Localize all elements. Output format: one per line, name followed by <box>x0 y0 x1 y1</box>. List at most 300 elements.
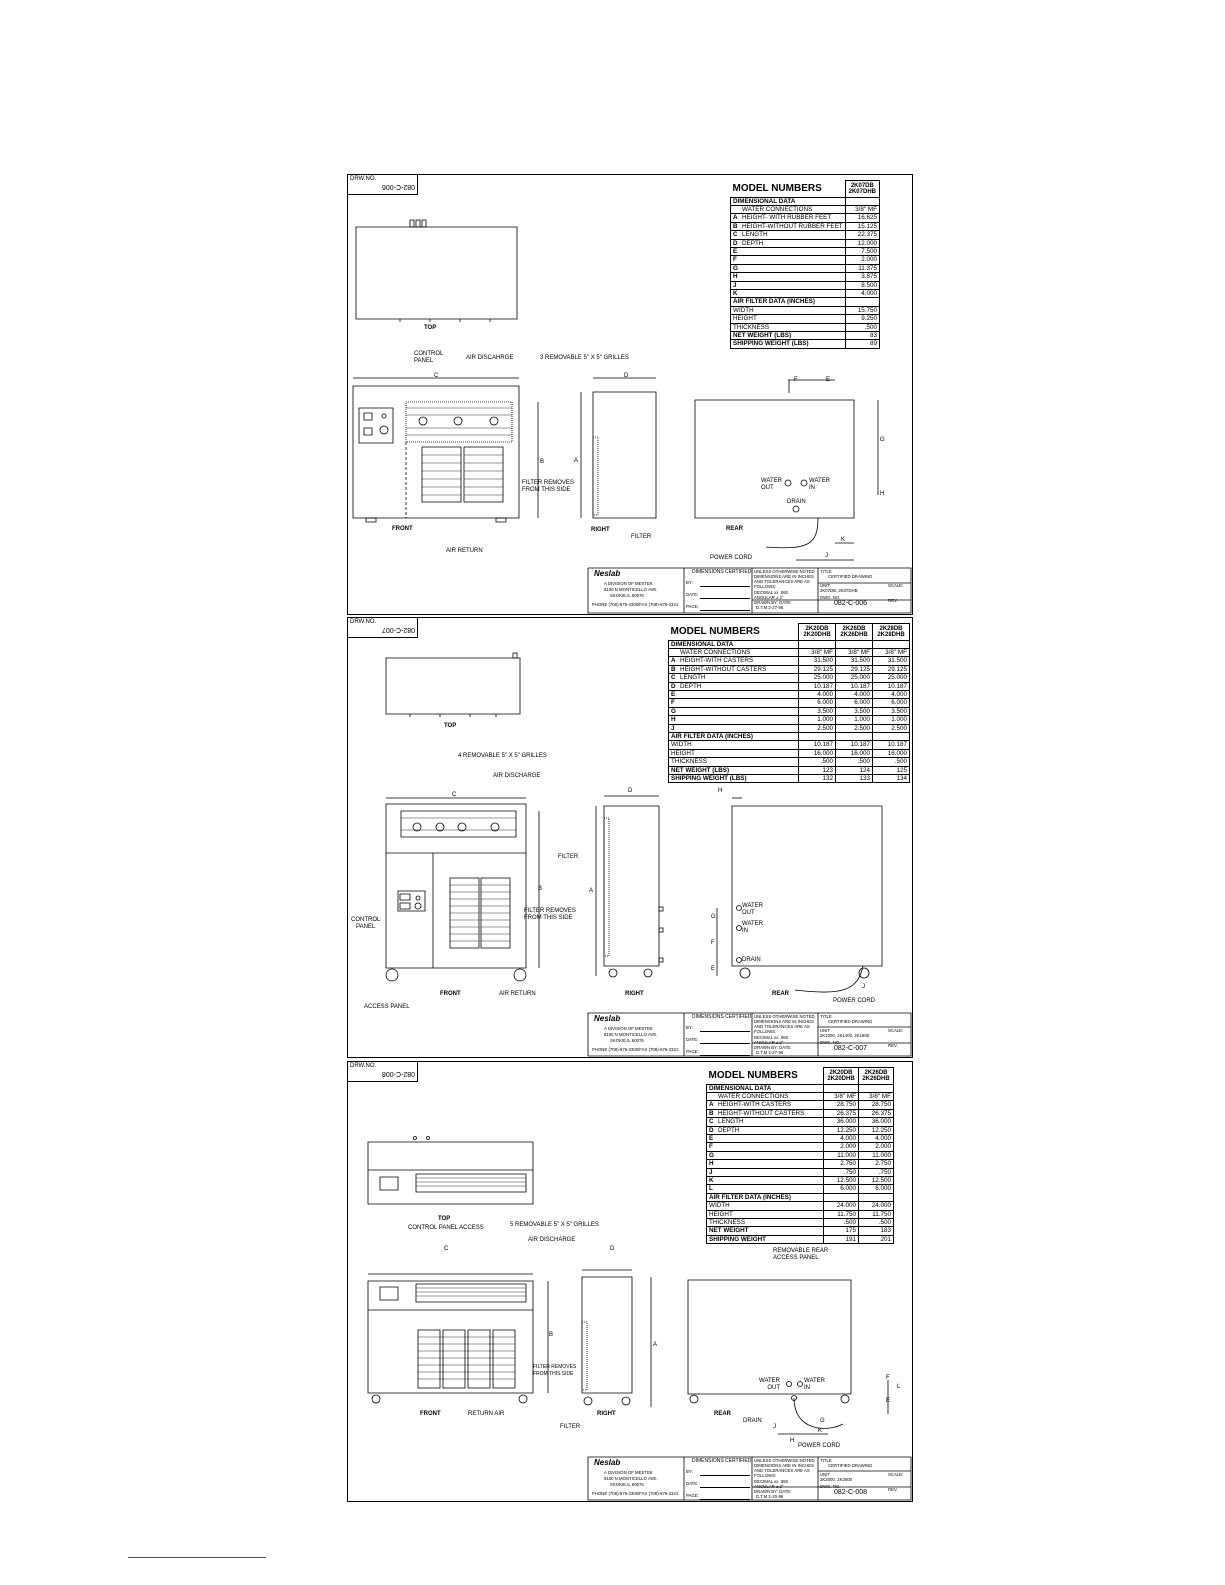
dimension-key: D <box>709 1126 714 1134</box>
dimension-key: B <box>709 1109 714 1117</box>
title-block <box>588 1457 911 1500</box>
power-cord-label: POWER CORD <box>798 1443 840 1449</box>
dimension-key: H <box>733 273 738 281</box>
dim-d: D <box>624 373 629 379</box>
dim-a: A <box>574 458 579 464</box>
dimension-value: 12.500 <box>859 1176 894 1184</box>
tb-by: BY: <box>686 1025 693 1030</box>
tb-unit-value: 2K07DB, 2K07DHB <box>820 588 858 593</box>
tb-entry-line <box>700 1055 750 1056</box>
view-label-rear: REAR <box>714 1411 732 1417</box>
filter-value: .500 <box>859 1219 894 1227</box>
dimension-value: 31.500 <box>836 657 873 665</box>
dimension-value: 3.875 <box>845 273 879 281</box>
tb-title-label: TITLE <box>820 1014 832 1019</box>
rear-view-outline <box>688 1280 851 1394</box>
dimension-value: 3.500 <box>799 707 836 715</box>
dimension-value: 10.187 <box>836 682 873 690</box>
filter-value: 124 <box>836 766 873 774</box>
dimension-label: HEIGHT-WITHOUT RUBBER FEET <box>742 222 843 230</box>
tb-address: 8100 N MONTICELLO AVE. <box>604 1032 658 1037</box>
tb-tolerances: UNLESS OTHERWISE NOTED DIMENSIONS ARE IN INCHES AND TOLERANCES ARE AS FOLLOWS: <box>754 1014 815 1034</box>
filter-value: 11.750 <box>824 1210 859 1218</box>
dim-b: B <box>540 459 545 465</box>
view-label-top: TOP <box>444 723 457 729</box>
dimension-label: WATER CONNECTIONS <box>718 1092 789 1100</box>
drawing-number: 082-C-006 <box>381 183 415 190</box>
section-header: AIR FILTER DATA (INCHES) <box>707 1193 824 1201</box>
tb-unit-value: 2K1000, 2K1400, 2K1800 <box>820 1033 870 1038</box>
table-title: MODEL NUMBERS <box>707 1068 824 1085</box>
air-discharge-label: AIR DISCHARGE <box>493 773 541 779</box>
tb-page: PAGE: <box>686 604 699 609</box>
dimension-value: 16.625 <box>845 214 879 222</box>
tb-rev: REV. <box>888 1043 898 1048</box>
dim-b: B <box>549 1332 554 1338</box>
grilles-label: 3 REMOVABLE 5" X 5" GRILLES <box>540 355 629 361</box>
dimension-key: J <box>671 724 675 732</box>
dimension-value: 25.000 <box>873 674 910 682</box>
drawing-number-label: DRW.NO. <box>350 619 377 625</box>
dimension-value: 28.750 <box>824 1101 859 1109</box>
dimension-value: 15.125 <box>845 222 879 230</box>
model-number: 2K28DHB <box>877 631 905 638</box>
tb-unit-value: 2K2000, 2K2600 <box>820 1477 853 1482</box>
filter-removes-label: FILTER REMOVES FROM THIS SIDE <box>522 480 574 493</box>
rear-view-outline <box>732 806 882 966</box>
power-cord-label: POWER CORD <box>833 998 875 1004</box>
tb-entry-line <box>700 598 750 599</box>
return-air-label: RETURN AIR <box>468 1411 505 1417</box>
dimension-value: 2.500 <box>799 724 836 732</box>
dimension-key: K <box>709 1176 714 1184</box>
dim-b: B <box>538 886 543 892</box>
dimension-key: E <box>671 690 676 698</box>
filter-value: .500 <box>836 758 873 766</box>
model-number: 2K26DB <box>864 1069 888 1076</box>
filter-label: NET WEIGHT (LBS) <box>669 766 799 774</box>
right-view-outline <box>593 392 656 518</box>
filter-label: NET WEIGHT <box>707 1227 824 1235</box>
air-discharge-label: AIR DISCHARGE <box>528 1237 576 1243</box>
dimension-key: C <box>733 231 738 239</box>
tb-drawn-by: DRAWN BY: DATE: <box>754 600 792 605</box>
model-number: 2K26DHB <box>840 631 868 638</box>
water-out-label: WATER OUT <box>759 1378 780 1391</box>
tb-entry-line <box>700 586 750 587</box>
tb-date: DATE: <box>686 1481 699 1486</box>
dimension-label: HEIGHT-WITH CASTERS <box>680 657 754 665</box>
tb-drawn-values: D.T.M 2-20-96 <box>756 1494 784 1499</box>
dimension-value: 31.500 <box>799 657 836 665</box>
right-view-outline <box>604 806 659 966</box>
dimension-key: F <box>709 1143 713 1151</box>
dimension-value: 2.500 <box>836 724 873 732</box>
filter-value: 83 <box>845 332 879 340</box>
water-in-label: WATER IN <box>809 478 830 491</box>
filter-label: THICKNESS <box>707 1219 824 1227</box>
filter-label: SHIPPING WEIGHT (LBS) <box>731 340 846 348</box>
dimension-key: C <box>709 1118 714 1126</box>
dim-c: C <box>452 792 457 798</box>
dimension-value: 12.000 <box>845 239 879 247</box>
dimension-value: 4.000 <box>836 690 873 698</box>
air-return-label: AIR RETURN <box>499 991 536 997</box>
dimension-key: D <box>733 239 738 247</box>
tb-city: SKOKIE,IL 60076 <box>610 1038 644 1043</box>
tb-scale: SCALE: <box>888 1472 904 1477</box>
tb-city: SKOKIE,IL 60076 <box>610 1482 644 1487</box>
tb-dwg-no: 082-C-006 <box>834 600 868 607</box>
filter-label: THICKNESS <box>731 323 846 331</box>
dimension-label: DEPTH <box>680 682 702 690</box>
tb-angular: ANGULAR ± 2° <box>754 1484 784 1489</box>
filter-label: HEIGHT <box>669 749 799 757</box>
filter-label: NET WEIGHT (LBS) <box>731 332 846 340</box>
tb-dwg-no-label: DWG. NO. <box>820 1484 841 1489</box>
tb-rev: REV. <box>888 1487 898 1492</box>
tb-scale: SCALE: <box>888 1028 904 1033</box>
dimension-value: 29.125 <box>836 665 873 673</box>
dim-h: H <box>880 491 885 497</box>
footer-link-underline[interactable] <box>128 1557 266 1558</box>
view-label-right: RIGHT <box>591 527 610 533</box>
table-title: MODEL NUMBERS <box>731 181 846 198</box>
drain-label: DRAIN <box>742 957 761 963</box>
dimension-value: 29.125 <box>799 665 836 673</box>
tb-title-label: TITLE <box>820 569 832 574</box>
dim-d: D <box>628 788 633 794</box>
tb-dwg-no: 082-C-007 <box>834 1045 868 1052</box>
dimension-value: 31.500 <box>873 657 910 665</box>
dimension-value: 3/8" MF <box>824 1092 859 1100</box>
model-number: 2K20DB <box>805 625 829 632</box>
dimension-key: E <box>733 247 738 255</box>
dimension-value: 12.250 <box>824 1126 859 1134</box>
tb-scale: SCALE: <box>888 583 904 588</box>
dimension-key: A <box>671 657 676 665</box>
dimension-key: G <box>709 1151 714 1159</box>
dimension-value: 3/8" MF <box>799 648 836 656</box>
filter-value: 15.750 <box>845 306 879 314</box>
dimension-label: DEPTH <box>742 239 764 247</box>
dimension-key: F <box>733 256 737 264</box>
right-view-outline <box>582 1277 632 1393</box>
dim-e: E <box>711 966 716 972</box>
section-header: DIMENSIONAL DATA <box>731 197 846 205</box>
dim-c: C <box>444 1246 449 1252</box>
dimension-label: DEPTH <box>718 1126 740 1134</box>
dimension-key: J <box>709 1168 713 1176</box>
filter-value: 175 <box>824 1227 859 1235</box>
dimension-label: WATER CONNECTIONS <box>742 205 813 213</box>
dimension-label: HEIGHT- WITH RUBBER FEET <box>742 214 832 222</box>
dimension-value: 3.500 <box>873 707 910 715</box>
dim-h: H <box>790 1438 795 1444</box>
dim-g: G <box>820 1418 825 1424</box>
dimension-value: 25.000 <box>799 674 836 682</box>
dimension-key: B <box>671 665 676 673</box>
dimension-key: A <box>709 1101 714 1109</box>
air-discharge-label: AIR DISCAHRGE <box>466 355 514 361</box>
dim-j: J <box>773 1424 776 1430</box>
tb-title-value: CERTIFIED DRAWING <box>828 1019 873 1024</box>
dim-e: E <box>826 377 831 383</box>
dim-g: G <box>711 914 716 920</box>
tb-unit-label: UNIT <box>820 1028 831 1033</box>
tb-angular: ANGULAR ± 2° <box>754 595 784 600</box>
dimension-label: HEIGHT-WITHOUT CASTERS <box>680 665 767 673</box>
dimension-key: H <box>709 1160 714 1168</box>
dimension-key: A <box>733 214 738 222</box>
control-panel-label: CONTROL PANEL <box>414 351 444 364</box>
tb-entry-line <box>700 1031 750 1032</box>
tb-drawn-values: D.T.M 2-27-96 <box>756 1050 784 1055</box>
dim-e: E <box>886 1398 891 1404</box>
filter-value: .500 <box>873 758 910 766</box>
tb-date: DATE: <box>686 1037 699 1042</box>
dimension-label: HEIGHT-WITH CASTERS <box>718 1101 792 1109</box>
drawing-sheet-3 <box>347 1061 913 1502</box>
tb-entry-line <box>700 610 750 611</box>
tb-phone: PHONE (708)-676-3300/FAX (708)-676-2321 <box>592 1491 679 1496</box>
filter-label: FILTER <box>631 534 652 540</box>
dim-j: J <box>825 553 828 559</box>
filter-removes-label: FILTER REMOVES FROM THIS SIDE <box>533 1364 577 1377</box>
dimension-value: 12.250 <box>859 1126 894 1134</box>
tb-drawn-by: DRAWN BY: DATE: <box>754 1045 792 1050</box>
dimension-value: 36.000 <box>824 1118 859 1126</box>
removable-rear-panel-label: REMOVABLE REAR ACCESS PANEL <box>773 1248 829 1261</box>
tb-by: BY: <box>686 580 693 585</box>
filter-value: 183 <box>859 1227 894 1235</box>
filter-removes-label: FILTER REMOVES FROM THIS SIDE <box>524 908 576 921</box>
water-out-label: WATER OUT <box>761 478 782 491</box>
tb-dwg-no: 082-C-008 <box>834 1489 868 1496</box>
dim-a: A <box>653 1342 658 1348</box>
dimension-value: 11.000 <box>824 1151 859 1159</box>
dimension-value: 6.000 <box>873 699 910 707</box>
tb-certified: DIMENSIONS CERTIFIED <box>692 1014 752 1020</box>
dimension-key: F <box>671 699 675 707</box>
water-in-label: WATER IN <box>804 1378 825 1391</box>
grilles-label: 5 REMOVABLE 5" X 5" GRILLES <box>510 1222 599 1228</box>
grille-hatching <box>416 1178 526 1379</box>
tb-address: 8100 N MONTICELLO AVE. <box>604 1476 658 1481</box>
dimension-value: 6.000 <box>799 699 836 707</box>
section-header: AIR FILTER DATA (INCHES) <box>731 298 846 306</box>
drawing-number-label: DRW.NO. <box>350 1063 377 1069</box>
model-number: 2K20DB <box>829 1069 853 1076</box>
filter-label: FILTER <box>560 1424 581 1430</box>
unit-drawings <box>348 1062 914 1503</box>
tb-decimal: DECIMAL xx .060 <box>754 590 788 595</box>
dimension-value: 3/8" MF <box>845 205 879 213</box>
model-number: 2K26DB <box>842 625 866 632</box>
filter-label: HEIGHT <box>731 315 846 323</box>
control-panel-label: CONTROL PANEL <box>351 917 381 930</box>
tb-unit-label: UNIT <box>820 583 831 588</box>
dimension-value: 3/8" MF <box>859 1092 894 1100</box>
model-number: 2K07DB <box>850 182 874 189</box>
filter-value: 134 <box>873 775 910 783</box>
model-number: 2K20DHB <box>827 1075 855 1082</box>
dimension-value: 2.000 <box>859 1143 894 1151</box>
unit-drawings <box>348 175 914 616</box>
dimension-value: .750 <box>859 1168 894 1176</box>
tb-tolerances: UNLESS OTHERWISE NOTED DIMENSIONS ARE IN INCHES AND TOLERANCES ARE AS FOLLOWS: <box>754 1458 815 1478</box>
filter-label: WIDTH <box>731 306 846 314</box>
tb-company: Neslab <box>594 569 621 578</box>
drawing-sheet-1 <box>347 174 913 615</box>
air-return-label: AIR RETURN <box>446 548 483 554</box>
dimension-key: G <box>671 707 676 715</box>
filter-value: 24.000 <box>824 1202 859 1210</box>
table-title: MODEL NUMBERS <box>669 624 799 641</box>
rear-view-outline <box>695 400 854 518</box>
title-block <box>588 568 911 613</box>
tb-drawn-values: D.T.M 2-27-96 <box>756 605 784 610</box>
dimension-value: 22.375 <box>845 231 879 239</box>
front-view-outline <box>386 804 526 968</box>
tb-title-value: CERTIFIED DRAWING <box>828 1463 873 1468</box>
dimension-label: HEIGHT-WITHOUT CASTERS <box>718 1109 805 1117</box>
filter-value: .500 <box>799 758 836 766</box>
tb-date: DATE: <box>686 592 699 597</box>
dimension-value: 2.750 <box>824 1160 859 1168</box>
filter-value: 132 <box>799 775 836 783</box>
tb-page: PAGE: <box>686 1493 699 1498</box>
tb-entry-line <box>700 1499 750 1500</box>
drawing-number: 082-C-008 <box>381 1070 415 1077</box>
dim-j: J <box>862 984 865 990</box>
filter-label: SHIPPING WEIGHT <box>707 1235 824 1243</box>
view-label-top: TOP <box>424 325 437 331</box>
access-panel-label: ACCESS PANEL <box>364 1004 410 1010</box>
filter-value: 16.000 <box>873 749 910 757</box>
view-label-front: FRONT <box>420 1411 441 1417</box>
dimension-value: 6.000 <box>824 1185 859 1193</box>
top-view-outline <box>386 658 520 714</box>
tb-entry-line <box>700 1475 750 1476</box>
tb-drawn-by: DRAWN BY: DATE: <box>754 1489 792 1494</box>
tb-phone: PHONE (708)-676-3300/FAX (708)-676-2321 <box>592 1047 679 1052</box>
dim-l: L <box>897 1384 901 1390</box>
dimension-value: 11.375 <box>845 264 879 272</box>
dim-d: D <box>610 1246 615 1252</box>
tb-division: A DIVISION OF MESTEK <box>604 1470 653 1475</box>
dimension-value: 1.000 <box>873 716 910 724</box>
dimension-value: 10.187 <box>799 682 836 690</box>
dimension-label: LENGTH <box>680 674 706 682</box>
dimension-key: J <box>733 281 737 289</box>
dimension-value: 2.000 <box>824 1143 859 1151</box>
dimension-value: 7.500 <box>845 247 879 255</box>
dimension-value: 6.000 <box>859 1185 894 1193</box>
dimension-label: LENGTH <box>718 1118 744 1126</box>
filter-value: 16.000 <box>836 749 873 757</box>
tb-decimal: DECIMAL xx .060 <box>754 1479 788 1484</box>
filter-value: 16.000 <box>799 749 836 757</box>
view-label-right: RIGHT <box>625 991 644 997</box>
view-label-front: FRONT <box>392 526 413 532</box>
tb-title-label: TITLE <box>820 1458 832 1463</box>
dim-f: F <box>794 377 798 383</box>
dimension-value: 4.000 <box>824 1134 859 1142</box>
dimension-value: 3/8" MF <box>836 648 873 656</box>
section-header: DIMENSIONAL DATA <box>707 1084 824 1092</box>
drain-label: DRAIN <box>787 499 806 505</box>
dimension-value: 29.125 <box>873 665 910 673</box>
dimension-key: H <box>671 716 676 724</box>
front-view-outline <box>353 386 519 518</box>
view-label-rear: REAR <box>726 526 744 532</box>
dimension-key: G <box>733 264 738 272</box>
control-panel-access-label: CONTROL PANEL ACCESS <box>408 1225 484 1231</box>
tb-city: SKOKIE,IL 60076 <box>610 593 644 598</box>
dimension-value: 8.500 <box>845 281 879 289</box>
model-number: 2K07DHB <box>848 188 876 195</box>
filter-label: WIDTH <box>707 1202 824 1210</box>
view-label-front: FRONT <box>440 991 461 997</box>
drain-label: DRAIN <box>743 1418 762 1424</box>
dimension-value: 25.000 <box>836 674 873 682</box>
tb-division: A DIVISION OF MESTEK <box>604 581 653 586</box>
tb-by: BY: <box>686 1469 693 1474</box>
filter-label: SHIPPING WEIGHT (LBS) <box>669 775 799 783</box>
top-view-outline <box>368 1142 533 1204</box>
dim-f: F <box>886 1375 890 1381</box>
dimension-value: 6.000 <box>836 699 873 707</box>
top-view-outline <box>356 227 517 319</box>
tb-company: Neslab <box>594 1014 621 1023</box>
tb-unit-label: UNIT <box>820 1472 831 1477</box>
tb-rev: REV. <box>888 598 898 603</box>
dimension-label: LENGTH <box>742 231 768 239</box>
dimension-value: 3.500 <box>836 707 873 715</box>
filter-label: THICKNESS <box>669 758 799 766</box>
model-number: 2K20DHB <box>803 631 831 638</box>
dimension-value: 3/8" MF <box>873 648 910 656</box>
dimension-value: 11.000 <box>859 1151 894 1159</box>
tb-certified: DIMENSIONS CERTIFIED <box>692 1458 752 1464</box>
dimension-value: 4.000 <box>845 289 879 297</box>
power-cord-label: POWER CORD <box>710 555 752 561</box>
dimension-key: K <box>733 289 738 297</box>
dimension-value: 28.750 <box>859 1101 894 1109</box>
tb-address: 8100 N MONTICELLO AVE. <box>604 587 658 592</box>
dimension-value: 4.000 <box>799 690 836 698</box>
dim-c: C <box>434 373 439 379</box>
filter-value: 10.187 <box>799 741 836 749</box>
title-block <box>588 1013 911 1056</box>
dimension-key: D <box>671 682 676 690</box>
grille-hatching <box>401 818 516 941</box>
dimension-key: B <box>733 222 738 230</box>
filter-label: HEIGHT <box>707 1210 824 1218</box>
water-out-label: WATER OUT <box>742 903 763 916</box>
section-header: AIR FILTER DATA (INCHES) <box>669 732 799 740</box>
dimension-value: 2.500 <box>873 724 910 732</box>
filter-value: 133 <box>836 775 873 783</box>
filter-value: .500 <box>845 323 879 331</box>
view-label-rear: REAR <box>772 991 790 997</box>
drawing-number: 082-C-007 <box>381 626 415 633</box>
dimension-value: 36.000 <box>859 1118 894 1126</box>
dim-h: H <box>718 788 723 794</box>
dimension-key: L <box>709 1185 713 1193</box>
filter-value: 191 <box>824 1235 859 1243</box>
